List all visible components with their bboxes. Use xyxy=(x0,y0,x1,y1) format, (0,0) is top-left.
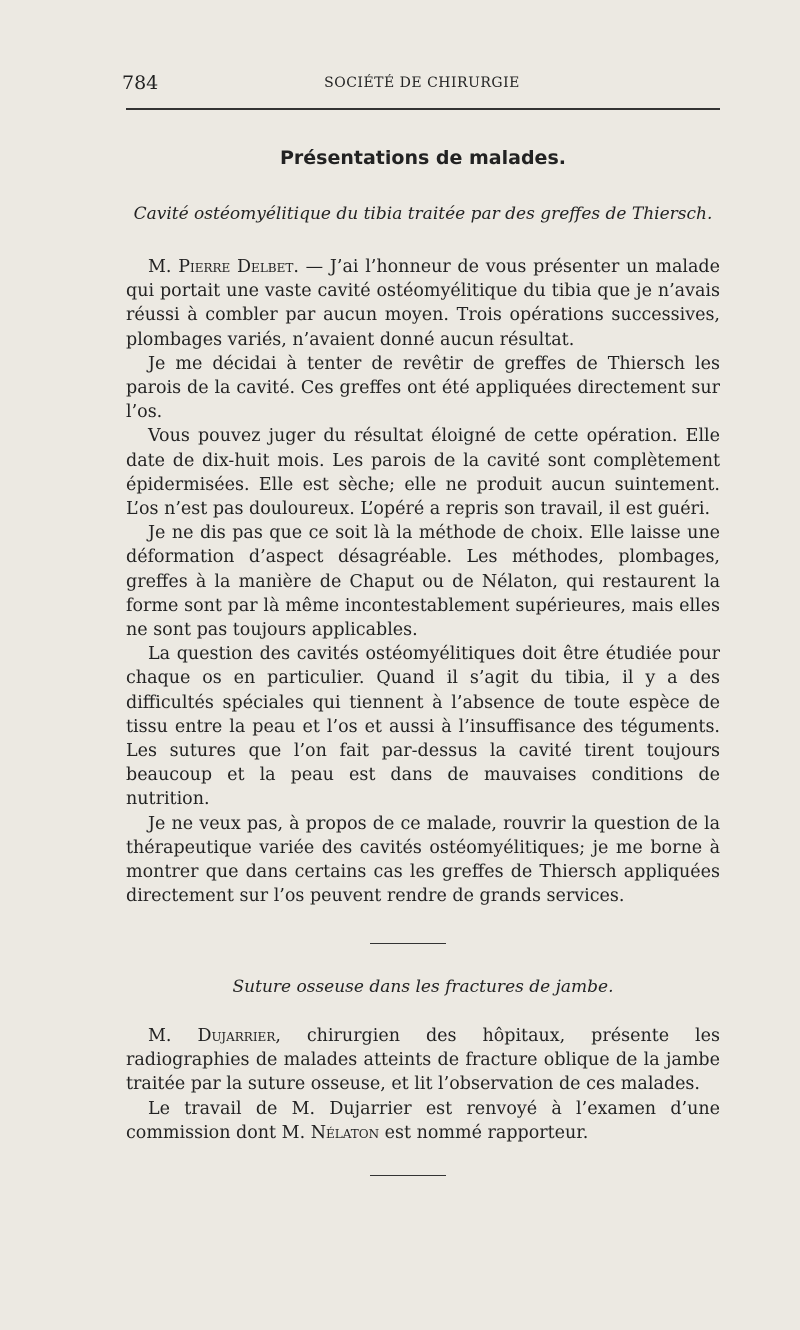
speaker-name: Dujarrier xyxy=(197,1026,276,1046)
end-separator xyxy=(370,1175,446,1176)
running-head xyxy=(122,72,722,98)
paragraph-text: , chirurgien des hôpitaux, présente les radiographies de malades atteints de fracture oblique de la jambe traitée par la suture osseuse, et lit l’observation de ces malades. xyxy=(126,1026,720,1095)
rapporteur-name: Nélaton xyxy=(310,1122,380,1143)
paragraph xyxy=(126,1024,720,1097)
header-rule xyxy=(126,108,720,110)
speaker-prefix: M. xyxy=(148,257,179,277)
section-separator xyxy=(370,943,446,944)
speaker-name: Pierre Delbet xyxy=(178,257,294,277)
article-title-cavite: Cavité ostéomyélitique du tibia traitée par des greffes de Thiersch. xyxy=(133,204,713,224)
paragraph-text: Le travail de M. Dujarrier est renvoyé à l’examen d’une commission dont M. xyxy=(126,1098,720,1143)
paragraph: La question des cavités ostéomyélitiques doit être étudiée pour chaque os en particulier. Quand il s’agit du tibia, il y a des difficultés spéciales qui tiennent à l’absence de toute espèce de tissu entre la peau et l’os et aussi à l’insuffisance des téguments. Les sutures que l’on fait par-dessus la cavité tirent toujours beaucoup et la peau est dans de mauvaises conditions de nutrition. xyxy=(126,644,720,810)
section-title: Présentations de malades. xyxy=(280,147,566,169)
paragraph: Je ne dis pas que ce soit là la méthode de choix. Elle laisse une déformation d’aspect désagréable. Les méthodes, plombages, greffes à la manière de Chaput ou de Nélaton, qui restaurent la forme sont par là même incontestablement supérieures, mais elles ne sont pas toujours applicables. xyxy=(126,523,720,641)
paragraph xyxy=(126,1097,720,1145)
running-title: SOCIÉTÉ DE CHIRURGIE xyxy=(324,75,520,91)
paragraph: Je ne veux pas, à propos de ce malade, rouvrir la question de la thérapeutique variée des cavités ostéomyélitiques; je me borne à montrer que dans certains cas les greffes de Thiersch appliquées directement sur l’os peuvent rendre de grands services. xyxy=(126,813,720,907)
page-number: 784 xyxy=(122,72,159,94)
paragraph-text: . — J’ai l’honneur de vous présenter un malade qui portait une vaste cavité ostéomyélitique du tibia que je n’avais réussi à combler par aucun moyen. Trois opérations successives, plombages variés, n’avaient donné aucun résultat. xyxy=(126,257,720,350)
speaker-prefix: M. xyxy=(148,1026,198,1046)
paragraph-text: est nommé rapporteur. xyxy=(379,1122,589,1143)
paragraph: Vous pouvez juger du résultat éloigné de cette opération. Elle date de dix-huit mois. Les parois de la cavité sont complètement épidermisées. Elle est sèche; elle ne produit aucun suintement. L’os n’est pas douloureux. L’opéré a repris son travail, il est guéri. xyxy=(126,426,720,520)
article-title-suture: Suture osseuse dans les fractures de jambe. xyxy=(232,977,614,997)
paragraph xyxy=(126,255,720,352)
article-body-dujarrier xyxy=(126,1024,720,1145)
paragraph: Je me décidai à tenter de revêtir de greffes de Thiersch les parois de la cavité. Ces greffes ont été appliquées directement sur l’os. xyxy=(126,353,720,423)
article-body-delbet xyxy=(126,255,720,908)
